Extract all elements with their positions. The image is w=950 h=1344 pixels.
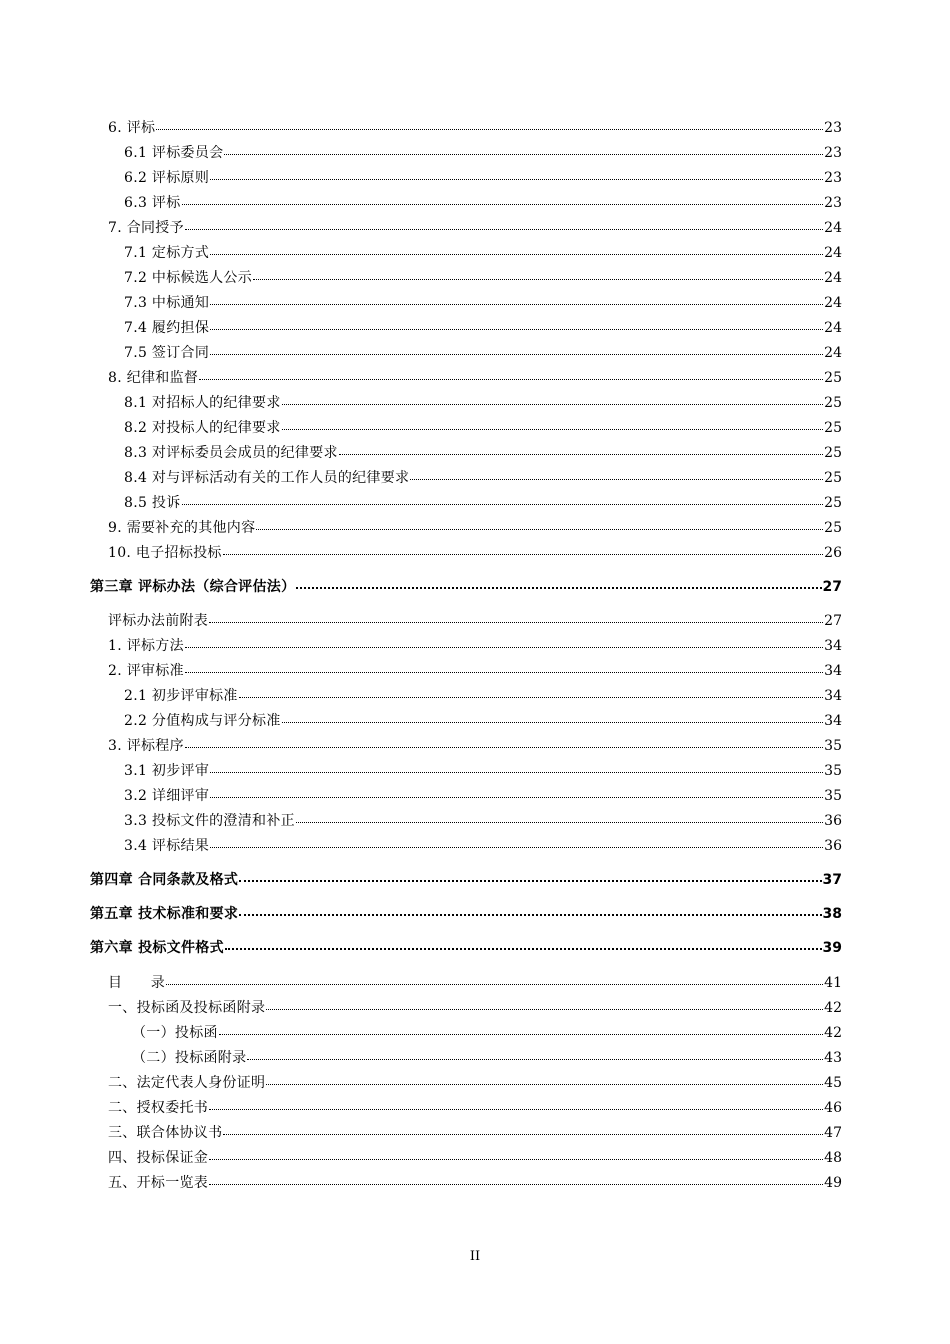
toc-leader-dots bbox=[266, 1083, 823, 1085]
toc-entry-label: 一、投标函及投标函附录 bbox=[108, 1000, 266, 1016]
toc-entry[interactable] bbox=[108, 638, 842, 654]
toc-entry-label: 8. 纪律和监督 bbox=[108, 370, 199, 386]
toc-entry[interactable] bbox=[108, 545, 842, 561]
toc-leader-dots bbox=[185, 671, 823, 673]
toc-entry-page: 34 bbox=[824, 663, 842, 679]
toc-leader-dots bbox=[239, 696, 823, 698]
toc-entry-page: 38 bbox=[822, 906, 842, 922]
toc-leader-dots bbox=[210, 253, 823, 255]
toc-entry-page: 25 bbox=[824, 495, 842, 511]
toc-entry-label: 6.3 评标 bbox=[124, 195, 181, 211]
toc-leader-dots bbox=[185, 746, 823, 748]
toc-entry-page: 27 bbox=[822, 579, 842, 595]
toc-leader-dots bbox=[219, 1033, 823, 1035]
toc-leader-dots bbox=[182, 203, 824, 205]
toc-entry[interactable] bbox=[108, 120, 842, 136]
toc-entry-label: 二、法定代表人身份证明 bbox=[108, 1075, 266, 1091]
toc-entry-page: 35 bbox=[824, 738, 842, 754]
toc-entry-page: 41 bbox=[824, 975, 842, 991]
toc-entry-label: 6.2 评标原则 bbox=[124, 170, 210, 186]
toc-entry-page: 36 bbox=[824, 838, 842, 854]
toc-entry[interactable] bbox=[108, 220, 842, 236]
toc-entry[interactable] bbox=[108, 1175, 842, 1191]
toc-leader-dots bbox=[282, 428, 824, 430]
toc-leader-dots bbox=[247, 1058, 823, 1060]
toc-entry[interactable] bbox=[124, 145, 842, 161]
toc-leader-dots bbox=[225, 947, 822, 950]
toc-entry[interactable] bbox=[124, 470, 842, 486]
toc-leader-dots bbox=[210, 303, 823, 305]
toc-entry[interactable] bbox=[124, 395, 842, 411]
toc-entry-label: 3.1 初步评审 bbox=[124, 763, 210, 779]
toc-leader-dots bbox=[253, 278, 823, 280]
toc-entry-page: 27 bbox=[824, 613, 842, 629]
toc-entry-page: 45 bbox=[824, 1075, 842, 1091]
toc-entry[interactable] bbox=[124, 320, 842, 336]
toc-entry-label: 6. 评标 bbox=[108, 120, 156, 136]
toc-entry[interactable] bbox=[108, 613, 842, 629]
toc-entry-page: 24 bbox=[824, 295, 842, 311]
toc-entry-page: 25 bbox=[824, 420, 842, 436]
toc-entry-page: 24 bbox=[824, 245, 842, 261]
toc-entry[interactable] bbox=[108, 1125, 842, 1141]
toc-entry-label: 7.1 定标方式 bbox=[124, 245, 210, 261]
toc-chapter-entry[interactable] bbox=[90, 940, 842, 956]
toc-entry-page: 42 bbox=[824, 1000, 842, 1016]
toc-entry[interactable] bbox=[124, 495, 842, 511]
toc-entry[interactable] bbox=[108, 738, 842, 754]
toc-entry[interactable] bbox=[124, 688, 842, 704]
toc-entry[interactable] bbox=[108, 1075, 842, 1091]
toc-leader-dots bbox=[182, 503, 824, 505]
toc-entry-label: 7.3 中标通知 bbox=[124, 295, 210, 311]
toc-leader-dots bbox=[223, 553, 823, 555]
toc-entry-label: 3.2 详细评审 bbox=[124, 788, 210, 804]
toc-entry-label: 1. 评标方法 bbox=[108, 638, 184, 654]
toc-entry-label: 3. 评标程序 bbox=[108, 738, 184, 754]
toc-leader-dots bbox=[239, 913, 821, 916]
toc-entry-page: 36 bbox=[824, 813, 842, 829]
toc-entry-page: 24 bbox=[824, 320, 842, 336]
toc-entry[interactable] bbox=[124, 763, 842, 779]
toc-entry-label: 9. 需要补充的其他内容 bbox=[108, 520, 256, 536]
toc-entry-page: 48 bbox=[824, 1150, 842, 1166]
page-number: II bbox=[469, 1249, 481, 1264]
toc-entry-label: 2.1 初步评审标准 bbox=[124, 688, 238, 704]
toc-entry[interactable] bbox=[132, 1025, 842, 1041]
toc-entry-page: 25 bbox=[824, 520, 842, 536]
toc-entry-label: 3.3 投标文件的澄清和补正 bbox=[124, 813, 295, 829]
toc-entry[interactable] bbox=[124, 420, 842, 436]
toc-entry-page: 25 bbox=[824, 445, 842, 461]
toc-entry-page: 24 bbox=[824, 220, 842, 236]
toc-entry-page: 34 bbox=[824, 713, 842, 729]
toc-leader-dots bbox=[185, 646, 823, 648]
toc-leader-dots bbox=[223, 1133, 823, 1135]
toc-leader-dots bbox=[282, 403, 824, 405]
toc-entry[interactable] bbox=[132, 1050, 842, 1066]
toc-chapter-entry[interactable] bbox=[90, 906, 842, 922]
toc-leader-dots bbox=[210, 328, 823, 330]
toc-entry[interactable] bbox=[124, 345, 842, 361]
toc-leader-dots bbox=[339, 453, 823, 455]
toc-leader-dots bbox=[210, 178, 823, 180]
toc-entry-label: 第四章 合同条款及格式 bbox=[90, 872, 239, 888]
toc-entry-page: 24 bbox=[824, 270, 842, 286]
toc-entry-label: 8.5 投诉 bbox=[124, 495, 181, 511]
toc-entry[interactable] bbox=[108, 663, 842, 679]
toc-entry-label: 2. 评审标准 bbox=[108, 663, 184, 679]
toc-entry-page: 25 bbox=[824, 395, 842, 411]
toc-entry-page: 23 bbox=[824, 170, 842, 186]
toc-leader-dots bbox=[239, 879, 821, 882]
toc-entry-page: 39 bbox=[822, 940, 842, 956]
toc-leader-dots bbox=[224, 153, 823, 155]
toc-leader-dots bbox=[256, 528, 823, 530]
toc-entry-page: 23 bbox=[824, 195, 842, 211]
toc-chapter-entry[interactable] bbox=[90, 579, 842, 595]
toc-entry[interactable] bbox=[124, 813, 842, 829]
toc-entry-page: 35 bbox=[824, 763, 842, 779]
toc-leader-dots bbox=[156, 128, 823, 130]
toc-leader-dots bbox=[209, 621, 823, 623]
toc-entry-label: 目 录 bbox=[108, 975, 166, 991]
toc-leader-dots bbox=[210, 771, 823, 773]
toc-entry-label: 7.5 签订合同 bbox=[124, 345, 210, 361]
toc-entry-label: 10. 电子招标投标 bbox=[108, 545, 222, 561]
toc-entry[interactable] bbox=[124, 788, 842, 804]
toc-entry-label: 评标办法前附表 bbox=[108, 613, 209, 629]
toc-entry-page: 37 bbox=[822, 872, 842, 888]
toc-entry[interactable] bbox=[124, 445, 842, 461]
toc-leader-dots bbox=[296, 586, 821, 589]
toc-entry-page: 42 bbox=[824, 1025, 842, 1041]
toc-entry-label: 五、开标一览表 bbox=[108, 1175, 209, 1191]
toc-entry-page: 23 bbox=[824, 120, 842, 136]
toc-leader-dots bbox=[266, 1008, 823, 1010]
toc-entry-page: 25 bbox=[824, 370, 842, 386]
toc-entry-label: 7. 合同授予 bbox=[108, 220, 184, 236]
toc-entry-label: 第六章 投标文件格式 bbox=[90, 940, 224, 956]
toc-entry-page: 26 bbox=[824, 545, 842, 561]
toc-entry[interactable] bbox=[108, 1150, 842, 1166]
toc-entry-label: 7.4 履约担保 bbox=[124, 320, 210, 336]
toc-entry-page: 24 bbox=[824, 345, 842, 361]
toc-chapter-entry[interactable] bbox=[90, 872, 842, 888]
toc-entry-label: 7.2 中标候选人公示 bbox=[124, 270, 253, 286]
toc-entry-label: 8.4 对与评标活动有关的工作人员的纪律要求 bbox=[124, 470, 410, 486]
toc-entry[interactable] bbox=[124, 195, 842, 211]
toc-leader-dots bbox=[166, 983, 823, 985]
toc-entry-label: 8.2 对投标人的纪律要求 bbox=[124, 420, 281, 436]
toc-entry-page: 35 bbox=[824, 788, 842, 804]
toc-entry-page: 34 bbox=[824, 688, 842, 704]
toc-entry[interactable] bbox=[108, 370, 842, 386]
toc-entry-page: 47 bbox=[824, 1125, 842, 1141]
toc-entry[interactable] bbox=[108, 520, 842, 536]
toc-entry[interactable] bbox=[124, 295, 842, 311]
toc-entry[interactable] bbox=[124, 170, 842, 186]
toc-leader-dots bbox=[282, 721, 824, 723]
toc-entry-label: 6.1 评标委员会 bbox=[124, 145, 224, 161]
toc-entry-label: 8.1 对招标人的纪律要求 bbox=[124, 395, 281, 411]
toc-leader-dots bbox=[199, 378, 823, 380]
toc-leader-dots bbox=[209, 1108, 823, 1110]
toc-entry-label: 3.4 评标结果 bbox=[124, 838, 210, 854]
toc-leader-dots bbox=[210, 353, 823, 355]
toc-entry[interactable] bbox=[124, 838, 842, 854]
toc-leader-dots bbox=[209, 1183, 823, 1185]
toc-leader-dots bbox=[210, 796, 823, 798]
toc-entry-label: 三、联合体协议书 bbox=[108, 1125, 223, 1141]
toc-entry-label: （一）投标函 bbox=[132, 1025, 218, 1041]
toc-leader-dots bbox=[185, 228, 823, 230]
toc-entry-label: 二、授权委托书 bbox=[108, 1100, 209, 1116]
toc-entry-page: 23 bbox=[824, 145, 842, 161]
toc-entry-label: 第五章 技术标准和要求 bbox=[90, 906, 239, 922]
toc-entry[interactable] bbox=[124, 270, 842, 286]
toc-entry-label: 四、投标保证金 bbox=[108, 1150, 209, 1166]
toc-entry-page: 49 bbox=[824, 1175, 842, 1191]
toc-leader-dots bbox=[210, 846, 823, 848]
toc-entry-label: 8.3 对评标委员会成员的纪律要求 bbox=[124, 445, 338, 461]
toc-entry[interactable] bbox=[108, 1100, 842, 1116]
toc-entry-page: 46 bbox=[824, 1100, 842, 1116]
toc-entry[interactable] bbox=[108, 1000, 842, 1016]
toc-entry-page: 25 bbox=[824, 470, 842, 486]
toc-entry[interactable] bbox=[124, 713, 842, 729]
toc-leader-dots bbox=[410, 478, 823, 480]
toc-entry-page: 43 bbox=[824, 1050, 842, 1066]
toc-entry[interactable] bbox=[108, 975, 842, 991]
toc-entry[interactable] bbox=[124, 245, 842, 261]
toc-leader-dots bbox=[209, 1158, 823, 1160]
toc-entry-label: （二）投标函附录 bbox=[132, 1050, 247, 1066]
toc-entry-label: 2.2 分值构成与评分标准 bbox=[124, 713, 281, 729]
toc-leader-dots bbox=[296, 821, 823, 823]
toc-entry-page: 34 bbox=[824, 638, 842, 654]
toc-entry-label: 第三章 评标办法（综合评估法） bbox=[90, 579, 296, 595]
